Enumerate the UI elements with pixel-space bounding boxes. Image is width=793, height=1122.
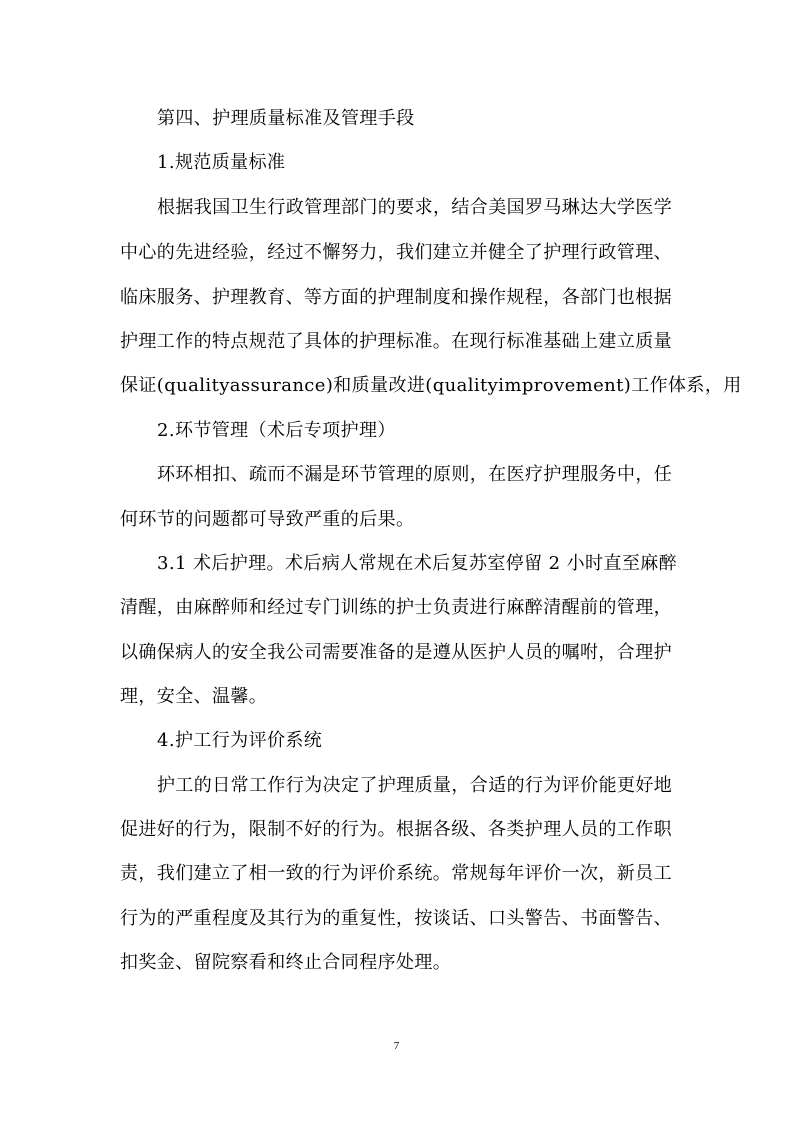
paragraph-line: 保证(qualityassurance)和质量改进(qualityimprovement)工作体系，用 (120, 375, 742, 396)
paragraph-line: 环环相扣、疏而不漏是环节管理的原则，在医疗护理服务中，任 (157, 464, 673, 485)
paragraph-line: 清醒，由麻醉师和经过专门训练的护士负责进行麻醉清醒前的管理， (120, 597, 672, 618)
paragraph-line: 责，我们建立了相一致的行为评价系统。常规每年评价一次，新员工 (120, 863, 672, 884)
subheading-process-management: 2.环节管理（术后专项护理） (157, 420, 396, 441)
paragraph-line: 何环节的问题都可导致严重的后果。 (120, 509, 415, 530)
paragraph-line: 以确保病人的安全我公司需要准备的是遵从医护人员的嘱咐，合理护 (120, 642, 672, 663)
section-heading-4: 第四、护理质量标准及管理手段 (157, 108, 415, 129)
paragraph-line: 临床服务、护理教育、等方面的护理制度和操作规程，各部门也根据 (120, 287, 672, 308)
page-number: 7 (393, 1040, 400, 1052)
paragraph-line: 3.1 术后护理。术后病人常规在术后复苏室停留 2 小时直至麻醉 (157, 553, 678, 574)
paragraph-line: 促进好的行为，限制不好的行为。根据各级、各类护理人员的工作职 (120, 819, 672, 840)
subheading-evaluation-system: 4.护工行为评价系统 (157, 730, 323, 751)
paragraph-line: 扣奖金、留院察看和终止合同程序处理。 (120, 952, 452, 973)
paragraph-line: 中心的先进经验，经过不懈努力，我们建立并健全了护理行政管理、 (120, 242, 672, 263)
paragraph-line: 护理工作的特点规范了具体的护理标准。在现行标准基础上建立质量 (120, 331, 672, 352)
paragraph-line: 理，安全、温馨。 (120, 686, 268, 707)
paragraph-line: 行为的严重程度及其行为的重复性，按谈话、口头警告、书面警告、 (120, 908, 672, 929)
paragraph-line: 护工的日常工作行为决定了护理质量，合适的行为评价能更好地 (157, 775, 673, 796)
paragraph-line: 根据我国卫生行政管理部门的要求，结合美国罗马琳达大学医学 (157, 197, 673, 218)
subheading-quality-standards: 1.规范质量标准 (157, 152, 286, 173)
